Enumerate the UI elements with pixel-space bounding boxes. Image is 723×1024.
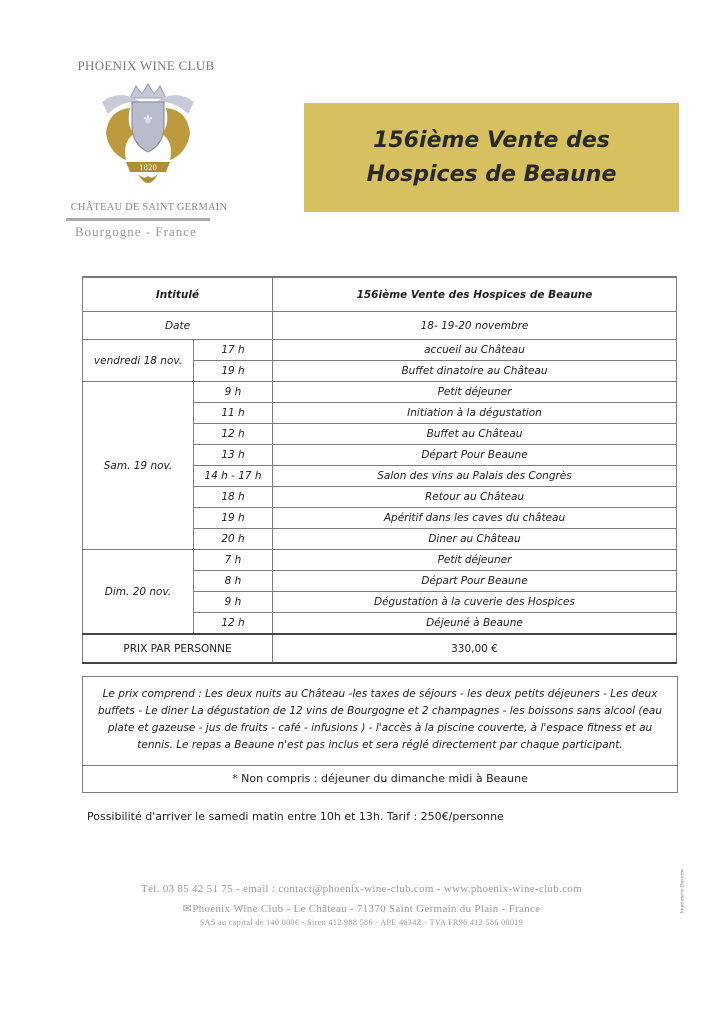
- time-cell: 20 h: [194, 529, 273, 550]
- header-divider: [66, 218, 210, 221]
- price-label: PRIX PAR PERSONNE: [83, 634, 273, 663]
- time-cell: 17 h: [194, 340, 273, 361]
- table-row: [83, 550, 677, 571]
- time-cell: 11 h: [194, 403, 273, 424]
- activity-cell: Départ Pour Beaune: [273, 445, 677, 466]
- time-cell: 9 h: [194, 382, 273, 403]
- price-row: [83, 634, 677, 663]
- title-line-1: 156ième Vente des: [373, 127, 610, 153]
- footer-address-text: Phoenix Wine Club - Le Château - 71370 Saint Germain du Plain - France: [192, 903, 541, 915]
- schedule-table: [82, 276, 677, 664]
- svg-text:⚜: ⚜: [142, 113, 154, 128]
- table-row: [83, 277, 677, 312]
- activity-cell: Buffet au Château: [273, 424, 677, 445]
- activity-cell: Salon des vins au Palais des Congrès: [273, 466, 677, 487]
- svg-text:1820: 1820: [139, 164, 157, 172]
- activity-cell: accueil au Château: [273, 340, 677, 361]
- table-row: [83, 340, 677, 361]
- crest-logo: [100, 80, 196, 192]
- chateau-name: CHÂTEAU DE SAINT GERMAIN: [70, 202, 228, 213]
- time-cell: 19 h: [194, 361, 273, 382]
- intitule-label: Intitulé: [83, 277, 273, 312]
- day-label: Sam. 19 nov.: [83, 382, 194, 550]
- arrival-note: Possibilité d'arriver le samedi matin entre 10h et 13h. Tarif : 250€/personne: [87, 810, 504, 823]
- time-cell: 14 h - 17 h: [194, 466, 273, 487]
- time-cell: 7 h: [194, 550, 273, 571]
- activity-cell: Départ Pour Beaune: [273, 571, 677, 592]
- envelope-icon: ✉: [182, 903, 193, 915]
- activity-cell: Diner au Château: [273, 529, 677, 550]
- region-name: Bourgogne - France: [75, 224, 197, 239]
- time-cell: 19 h: [194, 508, 273, 529]
- time-cell: 9 h: [194, 592, 273, 613]
- day-label: vendredi 18 nov.: [83, 340, 194, 382]
- footer-contact: Tél. 03 85 42 51 75 - email : contact@phoenix-wine-club.com - www.phoenix-wine-club.com: [141, 883, 582, 895]
- title-line-2: Hospices de Beaune: [366, 161, 617, 187]
- price-value: 330,00 €: [273, 634, 677, 663]
- time-cell: 8 h: [194, 571, 273, 592]
- includes-text: Le prix comprend : Les deux nuits au Château -les taxes de séjours - les deux petits déjeuners - Les deux buffets - Le diner La dégustation de 12 vins de Bourgogne et 2 champagnes - les boissons sans alcool (eau plate et gazeuse - jus de fruits - café - infusions ) - l'accès à la piscine couverte, à l'espace fitness et au tennis. Le repas a Beaune n'est pas inclus et sera réglé directement par chaque participant.: [97, 688, 663, 751]
- intitule-value: 156ième Vente des Hospices de Beaune: [273, 277, 677, 312]
- footer-address: [0, 902, 723, 915]
- activity-cell: Dégustation à la cuverie des Hospices: [273, 592, 677, 613]
- footer-legal: SAS au capital de 140 000€ - Siren 412 988 586 - APE 4634Z - TVA FR96 412 586 00019: [199, 918, 524, 927]
- printer-mark: [679, 860, 704, 930]
- date-value: 18- 19-20 novembre: [273, 312, 677, 340]
- activity-cell: Apéritif dans les caves du château: [273, 508, 677, 529]
- time-cell: 18 h: [194, 487, 273, 508]
- title-banner: [304, 103, 679, 212]
- table-row: [83, 312, 677, 340]
- includes-box: [82, 676, 678, 766]
- activity-cell: Buffet dinatoire au Château: [273, 361, 677, 382]
- time-cell: 12 h: [194, 424, 273, 445]
- activity-cell: Retour au Château: [273, 487, 677, 508]
- printer-mark-text: Imprimerie Duverne: [679, 868, 686, 914]
- brand-name: PHOENIX WINE CLUB: [77, 58, 215, 73]
- table-row: [83, 382, 677, 403]
- time-cell: 12 h: [194, 613, 273, 635]
- activity-cell: Déjeuné à Beaune: [273, 613, 677, 635]
- time-cell: 13 h: [194, 445, 273, 466]
- non-compris-note: * Non compris : déjeuner du dimanche midi à Beaune: [82, 765, 678, 793]
- date-label: Date: [83, 312, 273, 340]
- activity-cell: Initiation à la dégustation: [273, 403, 677, 424]
- activity-cell: Petit déjeuner: [273, 550, 677, 571]
- activity-cell: Petit déjeuner: [273, 382, 677, 403]
- day-label: Dim. 20 nov.: [83, 550, 194, 635]
